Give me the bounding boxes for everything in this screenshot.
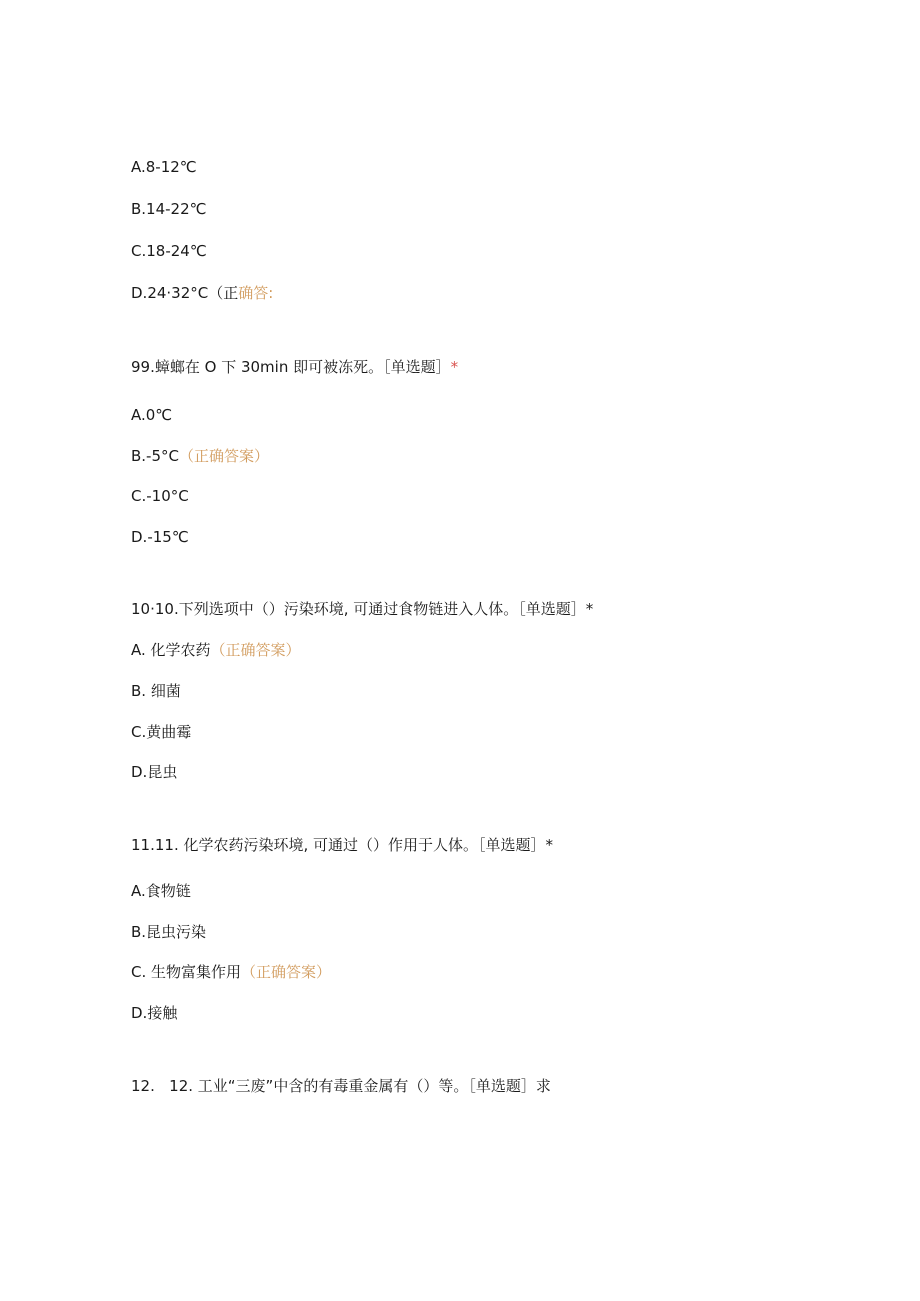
q8-option-c[interactable]: C.18-24℃ <box>131 242 207 260</box>
q9-option-c[interactable]: C.-10°C <box>131 487 189 505</box>
q9-correct-answer-label: （正确答案） <box>179 447 270 465</box>
q9-option-b[interactable] <box>131 446 269 466</box>
q11-question: 11.11. 化学农药污染环境, 可通过（）作用于人体。［单选题］* <box>131 836 554 854</box>
q9-option-b-text: B.-5°C <box>131 447 179 465</box>
q9-option-d[interactable]: D.-15℃ <box>131 528 189 546</box>
q9-question-text: 99.蟑螂在 O 下 30min 即可被冻死。［单选题］ <box>131 358 451 376</box>
q9-required-star: * <box>450 358 459 376</box>
q10-option-c[interactable]: C.黄曲霉 <box>131 723 192 741</box>
q8-correct-answer-label: 确答: <box>238 284 274 302</box>
q10-option-d[interactable]: D.昆虫 <box>131 763 178 781</box>
q11-option-c-text: C. 生物富集作用 <box>131 963 242 981</box>
q8-option-d[interactable] <box>131 283 273 303</box>
q10-option-a[interactable] <box>131 640 301 660</box>
q10-question: 10·10.下列选项中（）污染环境, 可通过食物链进入人体。［单选题］* <box>131 600 594 618</box>
q11-option-a[interactable]: A.食物链 <box>131 882 191 900</box>
q8-option-b[interactable]: B.14-22℃ <box>131 200 207 218</box>
q11-correct-answer-label: （正确答案） <box>241 963 332 981</box>
q12-question: 12. 12. 工业“三废”中含的有毒重金属有（）等。［单选题］求 <box>131 1077 551 1095</box>
q8-option-d-text: D.24·32°C（正 <box>131 284 239 302</box>
q9-option-a[interactable]: A.0℃ <box>131 406 173 424</box>
q11-option-c[interactable] <box>131 962 331 982</box>
q9-question <box>131 357 458 377</box>
q8-option-a[interactable]: A.8-12℃ <box>131 158 197 176</box>
q10-option-a-text: A. 化学农药 <box>131 641 211 659</box>
q11-option-d[interactable]: D.接触 <box>131 1004 178 1022</box>
q11-option-b[interactable]: B.昆虫污染 <box>131 923 207 941</box>
q10-correct-answer-label: （正确答案） <box>210 641 301 659</box>
q10-option-b[interactable]: B. 细菌 <box>131 682 181 700</box>
